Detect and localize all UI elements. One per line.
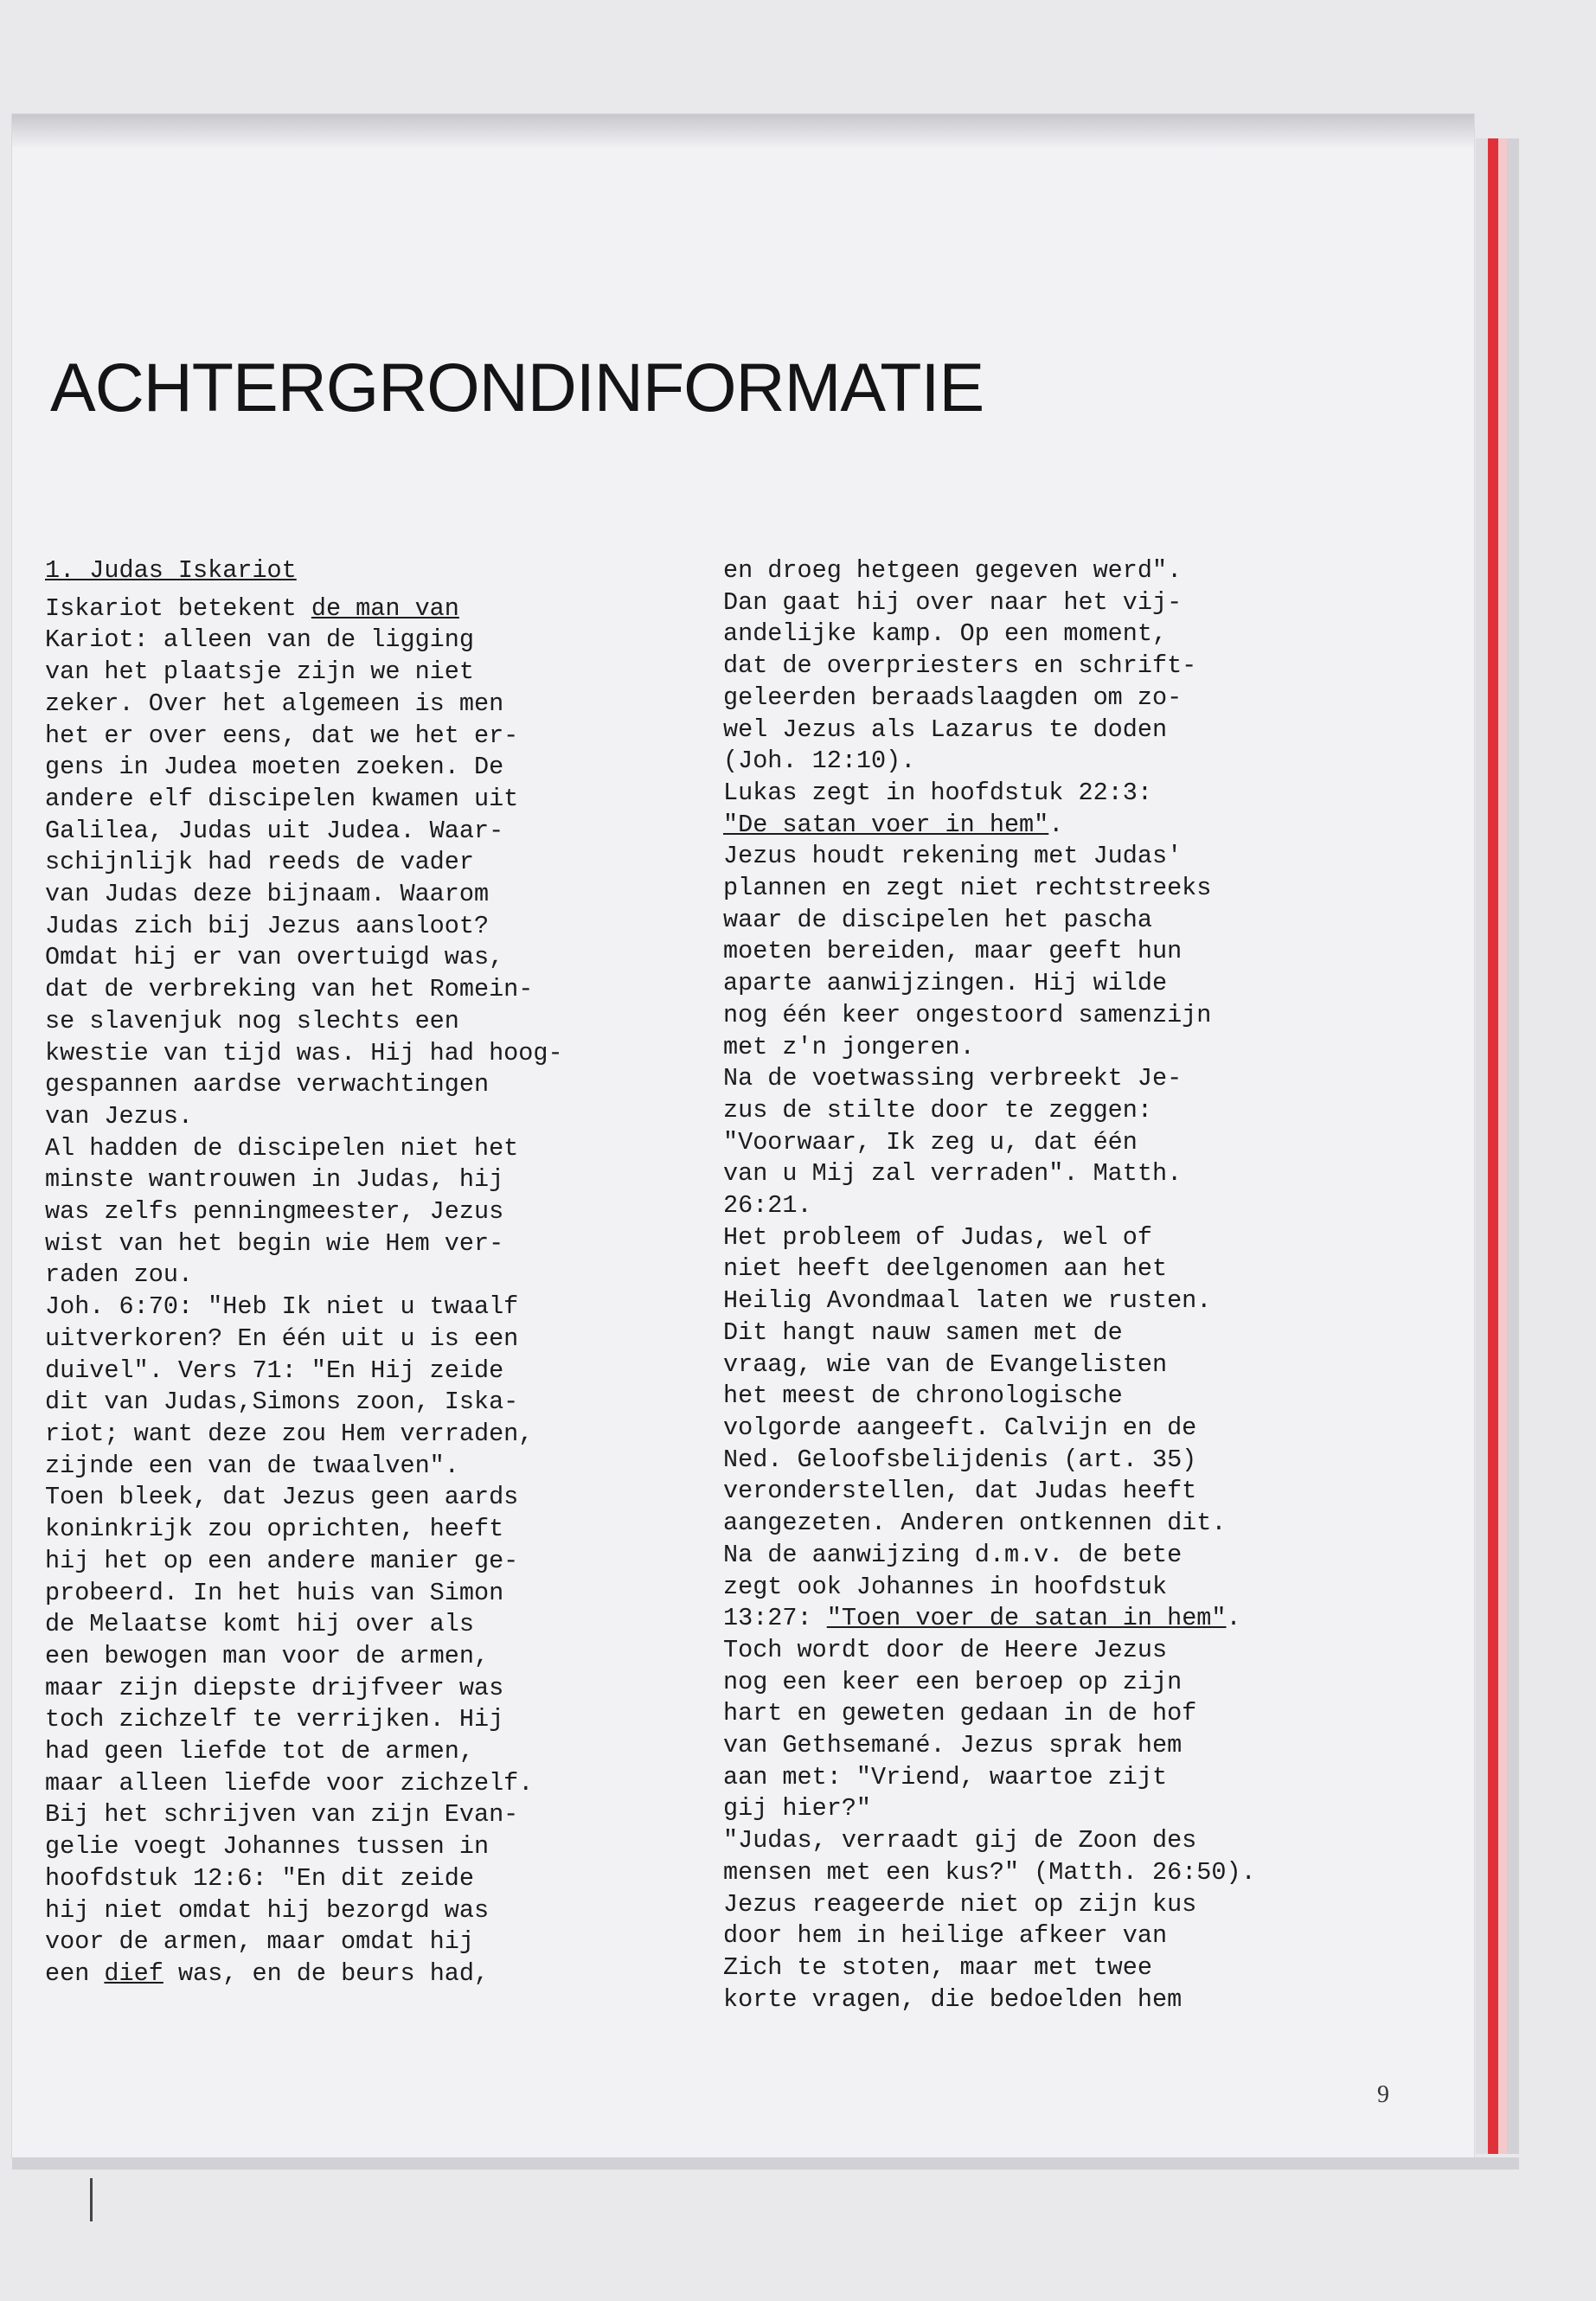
text-line: Toch wordt door de Heere Jezus [723,1635,1168,1664]
text-line: koninkrijk zou oprichten, heeft [45,1515,504,1544]
section-title: 1. Judas Iskariot [45,556,297,585]
underlined-text: "De satan voer in hem" [723,810,1049,839]
text-line: volgorde aangeeft. Calvijn en de [723,1413,1197,1442]
text-line: zus de stilte door te zeggen: [723,1095,1152,1125]
text-line: mensen met een kus?" (Matth. 26:50). [723,1857,1256,1887]
right-column-text [723,555,1363,2016]
text-line: Jezus reageerde niet op zijn kus [723,1889,1197,1919]
text-line: schijnlijk had reeds de vader [45,848,474,877]
text-line: dit van Judas,Simons zoon, Iska- [45,1388,519,1417]
text-line: gens in Judea moeten zoeken. De [45,753,504,782]
text-line: (Joh. 12:10). [723,747,916,776]
text-line: van Gethsemané. Jezus sprak hem [723,1731,1183,1760]
text-line: Dit hangt nauw samen met de [723,1317,1123,1347]
text-line: uitverkoren? En één uit u is een [45,1324,519,1353]
text-line: moeten bereiden, maar geeft hun [723,937,1183,966]
text-line: korte vragen, die bedoelden hem [723,1984,1183,2014]
text-line: hij niet omdat hij bezorgd was [45,1895,490,1925]
text-line: Galilea, Judas uit Judea. Waar- [45,816,504,845]
text-line: duivel". Vers 71: "En Hij zeide [45,1356,504,1385]
text-line: "De satan voer in hem". [723,810,1064,839]
text-line: dat de overpriesters en schrift- [723,651,1197,681]
text-line: hoofdstuk 12:6: "En dit zeide [45,1863,474,1893]
text-line: was zelfs penningmeester, Jezus [45,1197,504,1227]
text-line: met z'n jongeren. [723,1032,975,1061]
text-line: van Judas deze bijnaam. Waarom [45,880,490,909]
text-line: waar de discipelen het pascha [723,905,1152,934]
text-line: Dan gaat hij over naar het vij- [723,587,1183,617]
text-line: andere elf discipelen kwamen uit [45,784,519,813]
text-line: door hem in heilige afkeer van [723,1921,1168,1951]
text-line: Na de aanwijzing d.m.v. de bete [723,1540,1183,1569]
text-line: nog een keer een beroep op zijn [723,1667,1183,1696]
text-line: hij het op een andere manier ge- [45,1546,519,1575]
text-line: Toen bleek, dat Jezus geen aards [45,1483,519,1512]
text-line: een bewogen man voor de armen, [45,1641,490,1670]
text-line: zegt ook Johannes in hoofdstuk [723,1572,1168,1601]
page-heading: ACHTERGRONDINFORMATIE [50,349,984,426]
text-line: wist van het begin wie Hem ver- [45,1228,504,1258]
text-line: toch zichzelf te verrijken. Hij [45,1705,504,1734]
underlined-text: dief [104,1958,163,1988]
right-column [723,555,1363,2016]
text-line: vraag, wie van de Evangelisten [723,1349,1168,1379]
text-line: gelie voegt Johannes tussen in [45,1832,490,1862]
text-line: wel Jezus als Lazarus te doden [723,715,1168,744]
text-line: Omdat hij er van overtuigd was, [45,943,504,972]
text-line: gespannen aardse verwachtingen [45,1070,490,1099]
text-line: Jezus houdt rekening met Judas' [723,842,1183,871]
left-column [45,555,685,1990]
text-line: Bij het schrijven van zijn Evan- [45,1800,519,1830]
text-line: se slavenjuk nog slechts een [45,1006,459,1035]
text-line: probeerd. In het huis van Simon [45,1578,504,1607]
text-line: aparte aanwijzingen. Hij wilde [723,969,1168,998]
text-line: voor de armen, maar omdat hij [45,1927,474,1957]
text-line: gij hier?" [723,1794,872,1823]
text-line: plannen en zegt niet rechtstreeks [723,874,1212,903]
text-line: riot; want deze zou Hem verraden, [45,1419,534,1448]
page-bottom-edge [12,2157,1519,2170]
text-line: van u Mij zal verraden". Matth. [723,1159,1183,1189]
text-line: maar zijn diepste drijfveer was [45,1673,504,1702]
text-line: Lukas zegt in hoofdstuk 22:3: [723,778,1152,807]
page-edge [1476,138,1488,2154]
text-line: had geen liefde tot de armen, [45,1737,474,1766]
text-line: "Voorwaar, Ik zeg u, dat één [723,1127,1138,1157]
text-line: andelijke kamp. Op een moment, [723,619,1168,649]
text-line: zeker. Over het algemeen is men [45,689,504,718]
text-line: "Judas, verraadt gij de Zoon des [723,1826,1197,1856]
underlined-text: "Toen voer de satan in hem" [826,1604,1227,1633]
text-line: 13:27: "Toen voer de satan in hem". [723,1604,1241,1633]
text-line: de Melaatse komt hij over als [45,1610,474,1639]
text-line: Iskariot betekent de man van [45,593,459,623]
text-line: en droeg hetgeen gegeven werd". [723,556,1183,585]
text-line: minste wantrouwen in Judas, hij [45,1165,504,1195]
text-line: van het plaatsje zijn we niet [45,657,474,687]
text-line: Joh. 6:70: "Heb Ik niet u twaalf [45,1292,519,1322]
text-line: maar alleen liefde voor zichzelf. [45,1768,534,1798]
text-line: het meest de chronologische [723,1381,1123,1411]
text-line: een dief was, en de beurs had, [45,1958,490,1988]
scan-mark [90,2178,93,2221]
text-line: Kariot: alleen van de ligging [45,625,474,655]
text-line: geleerden beraadslaagden om zo- [723,683,1183,712]
text-line: aan met: "Vriend, waartoe zijt [723,1762,1168,1791]
book-cover-edge [1507,138,1519,2154]
text-line: Al hadden de discipelen niet het [45,1133,519,1163]
left-column-text [45,593,685,1990]
text-line: nog één keer ongestoord samenzijn [723,1000,1212,1029]
text-line: raden zou. [45,1260,194,1290]
underlined-text: de man van [311,593,459,623]
page-edge-light [1498,138,1507,2154]
text-line: van Jezus. [45,1101,194,1131]
text-line: Na de voetwassing verbreekt Je- [723,1064,1183,1093]
text-line: het er over eens, dat we het er- [45,721,519,750]
text-line: veronderstellen, dat Judas heeft [723,1477,1197,1506]
text-line: 26:21. [723,1191,812,1221]
text-line: Zich te stoten, maar met twee [723,1952,1152,1982]
text-line: zijnde een van de twaalven". [45,1451,459,1480]
text-line: Judas zich bij Jezus aansloot? [45,911,490,940]
text-line: Heilig Avondmaal laten we rusten. [723,1286,1212,1316]
text-line: Het probleem of Judas, wel of [723,1222,1152,1252]
text-line: dat de verbreking van het Romein- [45,975,534,1004]
text-line: hart en geweten gedaan in de hof [723,1699,1197,1728]
text-line: kwestie van tijd was. Hij had hoog- [45,1038,563,1067]
text-line: niet heeft deelgenomen aan het [723,1254,1168,1284]
page-number: 9 [1377,2081,1389,2108]
text-line: Ned. Geloofsbelijdenis (art. 35) [723,1445,1197,1474]
red-page-edge [1488,138,1498,2154]
text-line: aangezeten. Anderen ontkennen dit. [723,1509,1227,1538]
page-top-shadow [12,114,1474,149]
